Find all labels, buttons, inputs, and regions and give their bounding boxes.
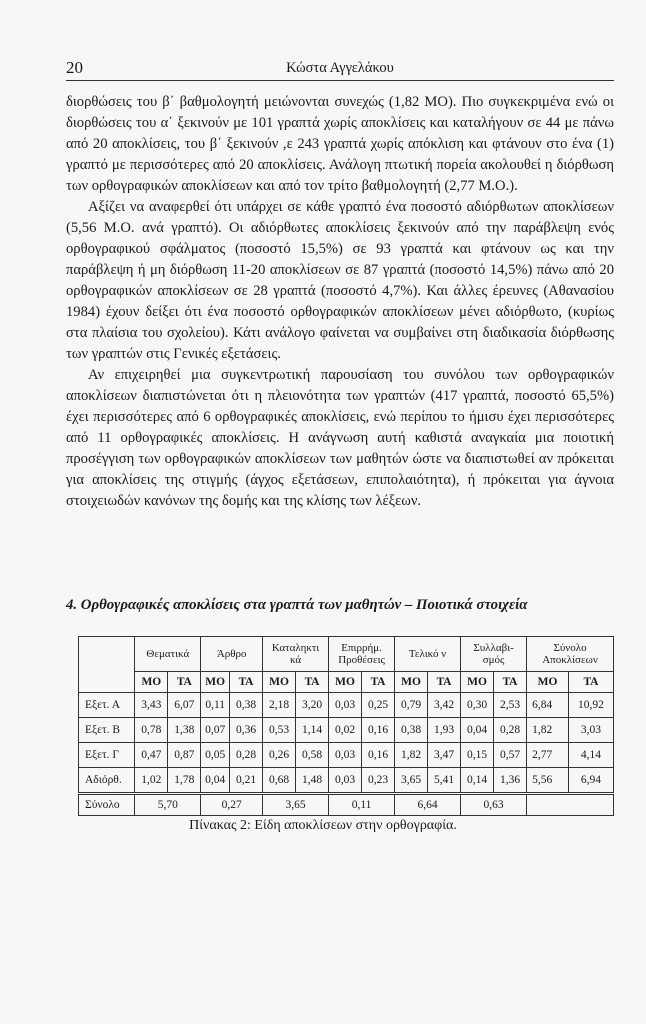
- table-cell: 0,38: [395, 718, 428, 743]
- table-cell: 0,68: [263, 768, 296, 794]
- table-cell: 1,82: [395, 743, 428, 768]
- table-cell: 6,94: [568, 768, 613, 794]
- sub-header: ΤΑ: [568, 672, 613, 693]
- page-header: [66, 58, 614, 81]
- table-cell: 0,57: [494, 743, 527, 768]
- page-number: 20: [66, 58, 83, 77]
- table-cell: 0,58: [296, 743, 329, 768]
- table-cell: 1,14: [296, 718, 329, 743]
- table-cell: 0,87: [168, 743, 201, 768]
- table-cell: 0,04: [201, 768, 230, 794]
- running-head: Κώστα Αγγελάκου: [286, 60, 394, 76]
- sub-header: ΜΟ: [135, 672, 168, 693]
- row-label: Εξετ. Α: [79, 693, 135, 718]
- row-label: Εξετ. Γ: [79, 743, 135, 768]
- table-cell: 0,15: [461, 743, 494, 768]
- table-cell: 1,02: [135, 768, 168, 794]
- errors-table: [78, 636, 614, 816]
- table-cell: 0,28: [494, 718, 527, 743]
- table-cell: 0,28: [230, 743, 263, 768]
- table-cell: 3,03: [568, 718, 613, 743]
- column-group: Συλλαβι- σμός: [461, 637, 527, 672]
- total-cell: [527, 794, 614, 816]
- table-cell: 1,78: [168, 768, 201, 794]
- table-cell: 6,84: [527, 693, 569, 718]
- table-cell: 0,02: [329, 718, 362, 743]
- table-cell: 0,03: [329, 768, 362, 794]
- sub-header: ΤΑ: [494, 672, 527, 693]
- table-cell: 0,07: [201, 718, 230, 743]
- total-cell: 0,63: [461, 794, 527, 816]
- table-cell: 0,21: [230, 768, 263, 794]
- total-cell: 5,70: [135, 794, 201, 816]
- table-cell: 3,47: [428, 743, 461, 768]
- sub-header: ΜΟ: [461, 672, 494, 693]
- table-cell: 2,18: [263, 693, 296, 718]
- table-caption: Πίνακας 2: Είδη αποκλίσεων στην ορθογραφία.: [189, 818, 457, 833]
- table-cell: 0,79: [395, 693, 428, 718]
- table-cell: 0,11: [201, 693, 230, 718]
- table-cell: 1,93: [428, 718, 461, 743]
- table-header-groups: [79, 637, 614, 672]
- sub-header: ΤΑ: [168, 672, 201, 693]
- section-heading: 4. Ορθογραφικές αποκλίσεις στα γραπτά των μαθητών – Ποιοτικά στοιχεία: [66, 597, 528, 613]
- sub-header: ΤΑ: [296, 672, 329, 693]
- total-label: Σύνολο: [79, 794, 135, 816]
- table-cell: 3,42: [428, 693, 461, 718]
- table-row: [79, 718, 614, 743]
- table-cell: 6,07: [168, 693, 201, 718]
- column-group: Άρθρο: [201, 637, 263, 672]
- table-cell: 5,41: [428, 768, 461, 794]
- table-cell: 1,82: [527, 718, 569, 743]
- row-label: Εξετ. Β: [79, 718, 135, 743]
- table-container: [78, 636, 614, 816]
- sub-header: ΤΑ: [230, 672, 263, 693]
- sub-header: ΜΟ: [201, 672, 230, 693]
- column-group: Σύνολο Αποκλίσεων: [527, 637, 614, 672]
- table-cell: 1,36: [494, 768, 527, 794]
- table-cell: 2,77: [527, 743, 569, 768]
- table-cell: 0,04: [461, 718, 494, 743]
- table-corner-cell: [79, 637, 135, 693]
- sub-header: ΜΟ: [527, 672, 569, 693]
- column-group: Τελικό ν: [395, 637, 461, 672]
- table-cell: 0,14: [461, 768, 494, 794]
- body-text: [66, 92, 614, 512]
- table-cell: 3,65: [395, 768, 428, 794]
- sub-header: ΤΑ: [428, 672, 461, 693]
- sub-header: ΜΟ: [263, 672, 296, 693]
- table-cell: 0,25: [362, 693, 395, 718]
- row-label: Αδιόρθ.: [79, 768, 135, 794]
- sub-header: ΤΑ: [362, 672, 395, 693]
- column-group: Επιρρήμ. Προθέσεις: [329, 637, 395, 672]
- total-cell: 6,64: [395, 794, 461, 816]
- table-cell: 4,14: [568, 743, 613, 768]
- table-header-sub: [79, 672, 614, 693]
- table-cell: 0,23: [362, 768, 395, 794]
- total-cell: 0,27: [201, 794, 263, 816]
- table-cell: 0,78: [135, 718, 168, 743]
- table-cell: 1,38: [168, 718, 201, 743]
- table-cell: 0,03: [329, 743, 362, 768]
- table-cell: 3,20: [296, 693, 329, 718]
- table-cell: 0,16: [362, 743, 395, 768]
- paragraph-1: διορθώσεις του β΄ βαθμολογητή μειώνονται συνεχώς (1,82 ΜΟ). Πιο συγκεκριμένα ενώ οι διορθώσεις του α΄ ξεκινούν με 101 γραπτά χωρίς αποκλίσεις και καταλήγουν σε 44 με πάνω από 20 αποκλίσεις, του β΄ ξεκινούν ,ε 243 γραπτά χωρίς απόκλιση και φτάνουν στο ένα (1) γραπτό με περισσότερες από 20 αποκλίσεις. Ανάλογη πτωτική πορεία ακολουθεί η διόρθωση των ορθογραφικών αποκλίσεων και από τον τρίτο βαθμολογητή (2,77 Μ.Ο.).: [66, 94, 614, 194]
- table-row: [79, 768, 614, 794]
- table-cell: 0,53: [263, 718, 296, 743]
- table-cell: 0,38: [230, 693, 263, 718]
- paragraph-2: Αξίζει να αναφερθεί ότι υπάρχει σε κάθε γραπτό ένα ποσοστό αδιόρθωτων αποκλίσεων (5,56 Μ.Ο. ανά γραπτό). Οι αδιόρθωτες αποκλίσεις ξεκινούν από την παράβλεψη ενός ορθογραφικού σφάλματος (ποσοστό 15,5%) σε 93 γραπτά και φτάνουν ως και την παράβλεψη ή μη διόρθωση 11-20 αποκλίσεων σε 87 γραπτά (ποσοστό 14,5%) πάνω από 20 ορθογραφικών αποκλίσεων σε 28 γραπτά (ποσοστό 4,7%). Και άλλες έρευνες (Αθανασίου 1984) έχουν δείξει ότι ένα ποσοστό ορθογραφικών αποκλίσεων μένει αδιόρθωτο, (κυρίως στα πλαίσια του σχολείου). Κάτι ανάλογο φαίνεται να συμβαίνει στη διαδικασία διόρθωσης των γραπτών στις Γενικές εξετάσεις.: [66, 199, 614, 362]
- sub-header: ΜΟ: [395, 672, 428, 693]
- table-cell: 1,48: [296, 768, 329, 794]
- table-cell: 0,47: [135, 743, 168, 768]
- table-cell: 0,26: [263, 743, 296, 768]
- table-cell: 5,56: [527, 768, 569, 794]
- table-cell: 0,05: [201, 743, 230, 768]
- table-cell: 3,43: [135, 693, 168, 718]
- table-cell: 0,16: [362, 718, 395, 743]
- total-cell: 0,11: [329, 794, 395, 816]
- table-cell: 10,92: [568, 693, 613, 718]
- table-cell: 0,36: [230, 718, 263, 743]
- column-group: Θεματικά: [135, 637, 201, 672]
- sub-header: ΜΟ: [329, 672, 362, 693]
- table-cell: 0,30: [461, 693, 494, 718]
- total-cell: 3,65: [263, 794, 329, 816]
- paragraph-3: Αν επιχειρηθεί μια συγκεντρωτική παρουσίαση του συνόλου των ορθογραφικών αποκλίσεων διαπιστώνεται ότι η πλειονότητα των γραπτών (417 γραπτά, ποσοστό 65,5%) έχει περισσότερες από 6 ορθογραφικές αποκλίσεις, ενώ περίπου το ήμισυ έχει περισσότερες από 11 ορθογραφικές αποκλίσεις. Η ανάγνωση αυτή καθιστά αναγκαία μια ποιοτική προσέγγιση των ορθογραφικών αποκλίσεων των μαθητών ώστε να διαπιστωθεί αν πρόκειται για αποκλίσεις της στιγμής (άγχος εξετάσεων, επιπολαιότητα), ή πρόκειται για άγνοια στοιχειωδών κανόνων της δομής και της κλίσης των λέξεων.: [66, 367, 614, 509]
- table-row: [79, 743, 614, 768]
- table-total-row: [79, 794, 614, 816]
- table-cell: 2,53: [494, 693, 527, 718]
- table-row: [79, 693, 614, 718]
- column-group: Καταληκτι κά: [263, 637, 329, 672]
- table-cell: 0,03: [329, 693, 362, 718]
